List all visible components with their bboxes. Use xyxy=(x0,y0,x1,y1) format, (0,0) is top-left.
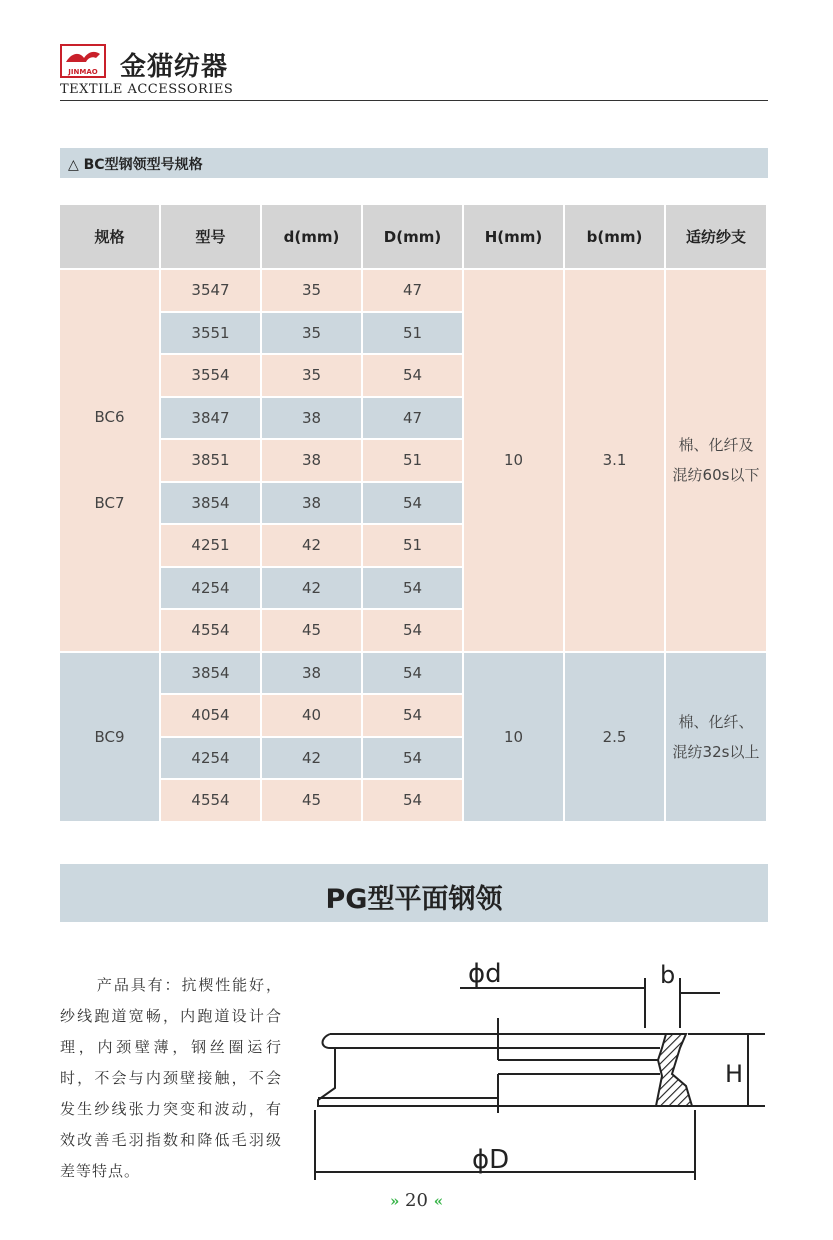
d-cell: 38 xyxy=(262,483,363,526)
b-cell: 2.5 xyxy=(565,653,666,823)
label-phi-d: ϕd xyxy=(468,959,502,989)
brand-name-cn: 金猫纺器 xyxy=(120,52,229,82)
d-cell: 38 xyxy=(262,440,363,483)
model-cell: 4254 xyxy=(161,738,262,781)
section-title: △ BC型钢领型号规格 xyxy=(68,157,203,173)
jinmao-logo xyxy=(60,44,106,78)
D-cell: 54 xyxy=(363,695,464,738)
model-cell: 4554 xyxy=(161,610,262,653)
b-cell: 3.1 xyxy=(565,270,666,653)
D-cell: 54 xyxy=(363,653,464,696)
model-cell: 3554 xyxy=(161,355,262,398)
label-phi-D: ϕD xyxy=(472,1145,510,1175)
D-cell: 47 xyxy=(363,270,464,313)
D-cell: 54 xyxy=(363,610,464,653)
D-cell: 54 xyxy=(363,568,464,611)
header-spec: 规格 xyxy=(60,205,161,270)
d-cell: 42 xyxy=(262,738,363,781)
header-yarn: 适纺纱支 xyxy=(666,205,768,270)
d-cell: 35 xyxy=(262,313,363,356)
d-cell: 38 xyxy=(262,653,363,696)
table-header-row xyxy=(60,205,768,270)
D-cell: 47 xyxy=(363,398,464,441)
D-cell: 51 xyxy=(363,313,464,356)
chevron-left-icon: « xyxy=(433,1192,444,1210)
d-cell: 42 xyxy=(262,525,363,568)
d-cell: 45 xyxy=(262,780,363,823)
model-cell: 4251 xyxy=(161,525,262,568)
yarn-line: 混纺60s以下 xyxy=(672,466,760,485)
D-cell: 54 xyxy=(363,483,464,526)
header-d: d(mm) xyxy=(262,205,363,270)
chevron-right-icon: » xyxy=(389,1192,400,1210)
yarn-cell xyxy=(666,270,768,653)
table-row xyxy=(60,653,768,696)
D-cell: 51 xyxy=(363,440,464,483)
model-cell: 3854 xyxy=(161,483,262,526)
yarn-cell xyxy=(666,653,768,823)
label-H: H xyxy=(725,1060,744,1088)
D-cell: 54 xyxy=(363,780,464,823)
model-cell: 3847 xyxy=(161,398,262,441)
brand-name-en: TEXTILE ACCESSORIES xyxy=(60,82,234,97)
d-cell: 45 xyxy=(262,610,363,653)
D-cell: 54 xyxy=(363,355,464,398)
model-cell: 4254 xyxy=(161,568,262,611)
table-row xyxy=(60,270,768,313)
section-title-bar xyxy=(60,148,768,178)
pg-title: PG型平面钢领 xyxy=(325,884,503,915)
pg-title-bar xyxy=(60,864,768,922)
D-cell: 54 xyxy=(363,738,464,781)
spec-label: BC6 xyxy=(94,408,125,427)
d-cell: 35 xyxy=(262,355,363,398)
page-header xyxy=(60,38,768,100)
spec-cell-bc6-bc7 xyxy=(60,270,161,653)
bc-spec-table xyxy=(60,205,768,823)
model-cell: 3551 xyxy=(161,313,262,356)
d-cell: 38 xyxy=(262,398,363,441)
description-text: 产品具有：抗楔性能好，纱线跑道宽畅，内跑道设计合理，内颈壁薄，钢丝圈运行时，不会与内颈壁接触，不会发生纱线张力突变和波动，有效改善毛羽指数和降低毛羽级差等特点。 xyxy=(60,976,282,1180)
label-b: b xyxy=(660,961,676,989)
header-H: H(mm) xyxy=(464,205,565,270)
header-divider xyxy=(60,100,768,101)
page-number: 20 xyxy=(405,1190,428,1211)
H-cell: 10 xyxy=(464,270,565,653)
product-description xyxy=(60,970,282,1187)
yarn-line: 棉、化纤、 xyxy=(678,712,754,731)
model-cell: 4054 xyxy=(161,695,262,738)
page-footer xyxy=(0,1190,833,1211)
ring-cross-section xyxy=(656,1034,692,1106)
yarn-line: 混纺32s以上 xyxy=(672,742,760,761)
pg-ring-diagram xyxy=(300,948,770,1188)
D-cell: 51 xyxy=(363,525,464,568)
model-cell: 3547 xyxy=(161,270,262,313)
model-cell: 3851 xyxy=(161,440,262,483)
svg-text:JINMAO: JINMAO xyxy=(68,68,98,76)
spec-cell-bc9: BC9 xyxy=(60,653,161,823)
H-cell: 10 xyxy=(464,653,565,823)
header-b: b(mm) xyxy=(565,205,666,270)
model-cell: 4554 xyxy=(161,780,262,823)
header-D: D(mm) xyxy=(363,205,464,270)
d-cell: 42 xyxy=(262,568,363,611)
model-cell: 3854 xyxy=(161,653,262,696)
header-model: 型号 xyxy=(161,205,262,270)
spec-label: BC7 xyxy=(94,494,125,513)
yarn-line: 棉、化纤及 xyxy=(678,436,754,455)
d-cell: 40 xyxy=(262,695,363,738)
d-cell: 35 xyxy=(262,270,363,313)
